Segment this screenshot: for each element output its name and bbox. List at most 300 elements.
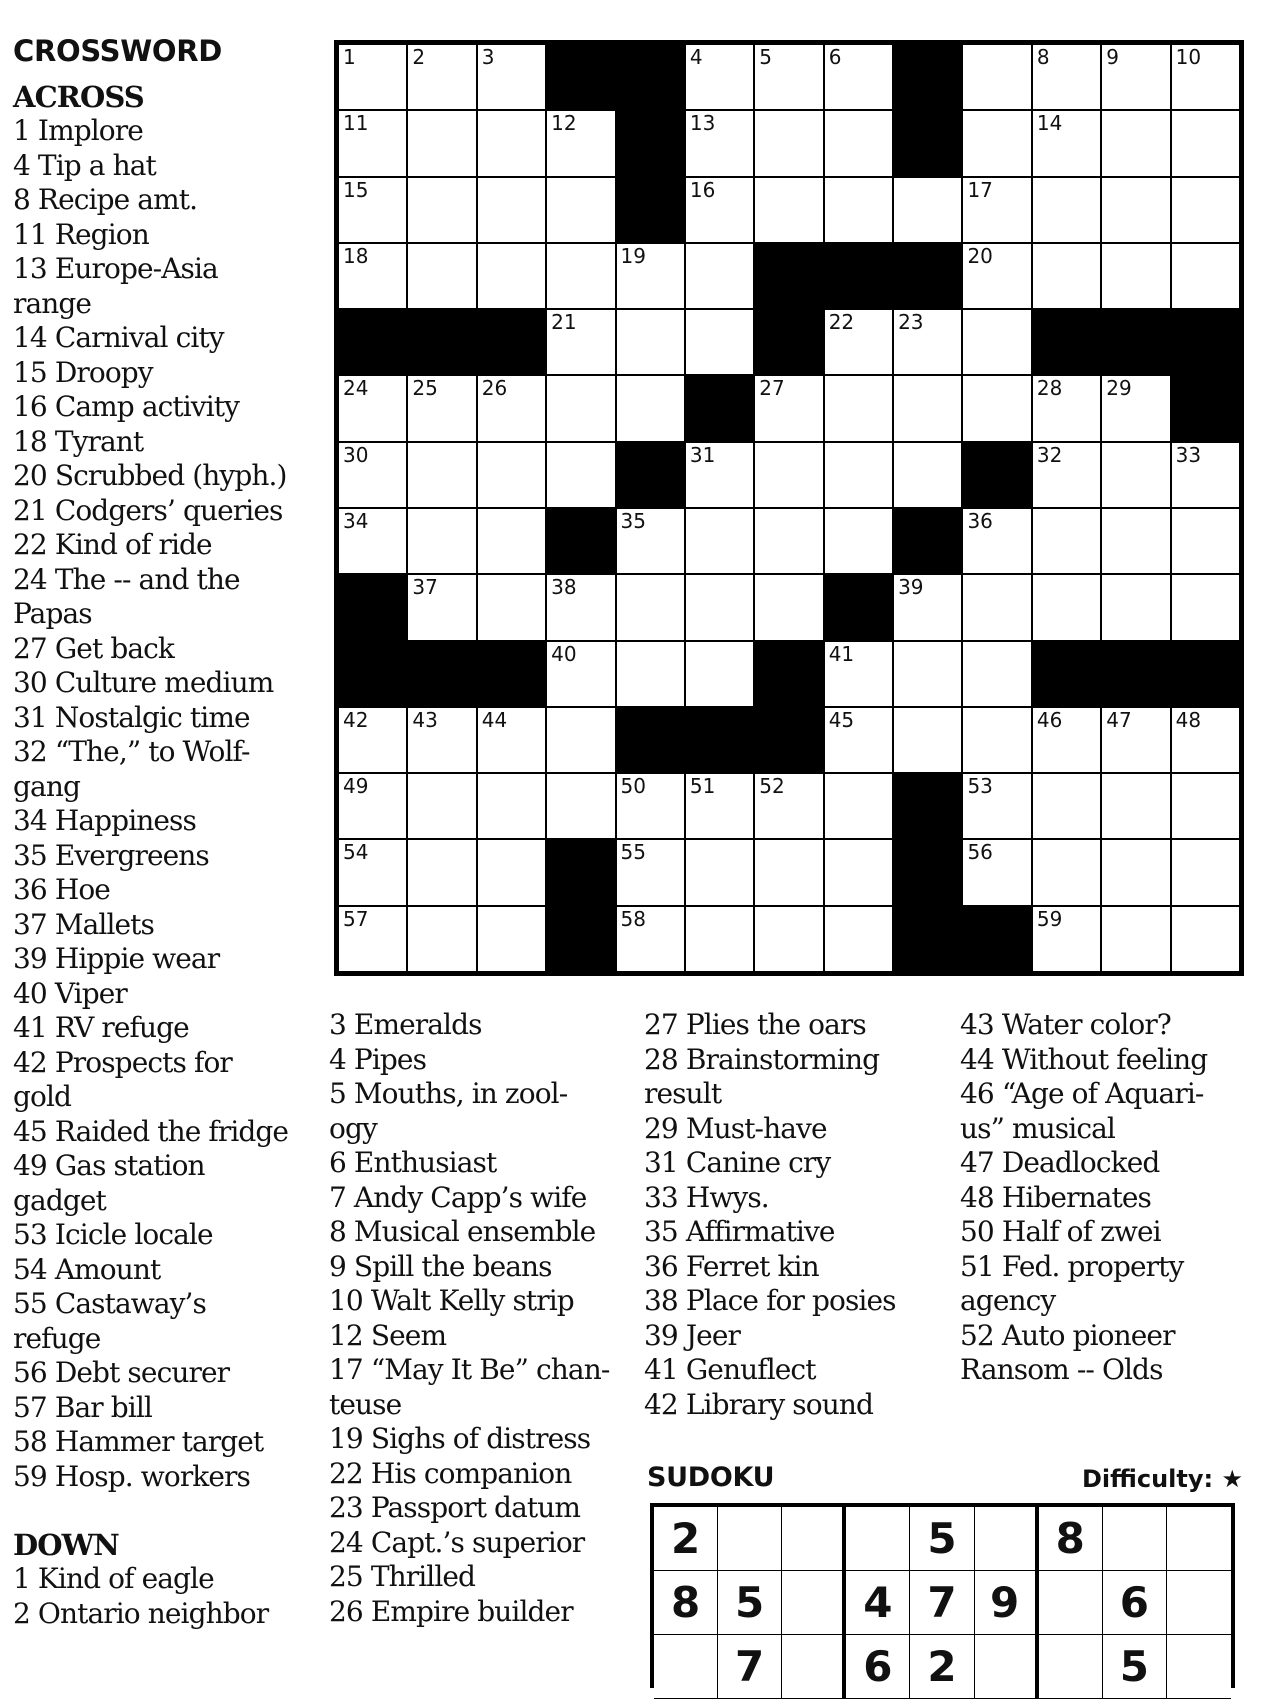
- clue-number: 49: [343, 774, 369, 799]
- grid-square[interactable]: [686, 244, 753, 308]
- clue-item: 29 Must-have: [644, 1111, 827, 1145]
- grid-square[interactable]: [686, 45, 753, 109]
- sudoku-cell[interactable]: [1039, 1635, 1103, 1699]
- clue-number: 32: [1036, 442, 1063, 467]
- grid-square[interactable]: [408, 45, 475, 109]
- grid-square[interactable]: [755, 376, 822, 440]
- sudoku-cell[interactable]: [718, 1507, 782, 1571]
- grid-square[interactable]: [825, 907, 892, 971]
- clue-number: 2: [412, 45, 426, 69]
- clue-item: 22 His companion: [329, 1456, 572, 1490]
- grid-square[interactable]: [1102, 774, 1169, 838]
- sudoku-cell: 5: [1103, 1635, 1167, 1699]
- clue-number: 25: [412, 376, 438, 401]
- grid-square[interactable]: [478, 774, 545, 838]
- grid-square[interactable]: [1172, 907, 1239, 971]
- grid-square[interactable]: [825, 310, 892, 374]
- sudoku-cell: 2: [910, 1635, 974, 1699]
- down-clues-column-4: [960, 1008, 1260, 1388]
- clue-item: 55 Castaway’s refuge: [13, 1287, 207, 1355]
- clue-number: 43: [412, 707, 438, 732]
- grid-square[interactable]: [1172, 575, 1239, 639]
- down-clues-column-2: [329, 1008, 629, 1629]
- clue-item: 9 Spill the beans: [329, 1249, 552, 1283]
- grid-square[interactable]: [1102, 840, 1169, 904]
- grid-square[interactable]: [825, 111, 892, 175]
- sudoku-cell[interactable]: [1167, 1507, 1231, 1571]
- sudoku-cell[interactable]: [782, 1507, 846, 1571]
- sudoku-title: SUDOKU: [647, 1462, 775, 1493]
- grid-square[interactable]: [1033, 244, 1100, 308]
- clue-number: 4: [689, 45, 703, 69]
- sudoku-cell[interactable]: [782, 1635, 846, 1699]
- grid-square[interactable]: [339, 376, 406, 440]
- grid-square[interactable]: [478, 376, 545, 440]
- black-square: [339, 310, 406, 374]
- clue-number: 28: [1036, 376, 1063, 401]
- clue-item: 5 Mouths, in zool- ogy: [329, 1077, 568, 1145]
- clue-number: 57: [343, 906, 369, 931]
- grid-square[interactable]: [339, 443, 406, 507]
- black-square: [617, 45, 684, 109]
- clue-item: 19 Sighs of distress: [329, 1422, 591, 1455]
- sudoku-cell[interactable]: [846, 1507, 910, 1571]
- grid-square[interactable]: [478, 178, 545, 242]
- sudoku-cell[interactable]: [782, 1571, 846, 1635]
- clue-number: 59: [1036, 906, 1063, 931]
- grid-square[interactable]: [755, 111, 822, 175]
- grid-square[interactable]: [547, 178, 614, 242]
- clue-item: 1 Implore: [13, 114, 143, 147]
- grid-square[interactable]: [894, 708, 961, 772]
- grid-square[interactable]: [755, 443, 822, 507]
- clue-item: 35 Affirmative: [644, 1215, 835, 1248]
- clue-item: 31 Canine cry: [644, 1146, 831, 1179]
- grid-square[interactable]: [408, 111, 475, 175]
- grid-square[interactable]: [339, 708, 406, 772]
- clue-number: 33: [1175, 442, 1202, 467]
- grid-square[interactable]: [1102, 111, 1169, 175]
- sudoku-cell: 6: [1103, 1571, 1167, 1635]
- grid-square[interactable]: [1102, 708, 1169, 772]
- black-square: [547, 45, 614, 109]
- down-heading: DOWN: [13, 1528, 119, 1562]
- black-square: [894, 907, 961, 971]
- sudoku-cell[interactable]: [1167, 1635, 1231, 1699]
- black-square: [478, 642, 545, 706]
- clue-number: 38: [551, 575, 577, 600]
- clue-item: 18 Tyrant: [13, 424, 144, 458]
- black-square: [1172, 642, 1239, 706]
- grid-square[interactable]: [686, 774, 753, 838]
- grid-square[interactable]: [1033, 443, 1100, 507]
- black-square: [894, 244, 961, 308]
- grid-square[interactable]: [963, 642, 1030, 706]
- grid-square[interactable]: [963, 244, 1030, 308]
- grid-square[interactable]: [963, 840, 1030, 904]
- black-square: [617, 708, 684, 772]
- clue-item: 24 The -- and the Papas: [13, 562, 240, 630]
- grid-square[interactable]: [478, 840, 545, 904]
- grid-square[interactable]: [1172, 45, 1239, 109]
- black-square: [547, 907, 614, 971]
- grid-square[interactable]: [478, 45, 545, 109]
- grid-square[interactable]: [894, 575, 961, 639]
- clue-number: 56: [967, 840, 993, 865]
- sudoku-cell: 6: [846, 1635, 910, 1699]
- clue-item: 53 Icicle locale: [13, 1218, 213, 1251]
- clue-number: 6: [828, 45, 842, 69]
- clue-item: 15 Droopy: [13, 355, 153, 389]
- clue-item: 33 Hwys.: [644, 1180, 769, 1214]
- grid-square[interactable]: [617, 376, 684, 440]
- clue-item: 12 Seem: [329, 1318, 447, 1352]
- clue-number: 44: [481, 707, 508, 732]
- clue-number: 46: [1036, 707, 1063, 732]
- clue-item: 25 Thrilled: [329, 1560, 476, 1593]
- grid-square[interactable]: [825, 642, 892, 706]
- clue-number: 15: [343, 177, 369, 202]
- grid-square[interactable]: [408, 509, 475, 573]
- difficulty-label: Difficulty: ★: [1081, 1465, 1243, 1493]
- sudoku-cell[interactable]: [1103, 1507, 1167, 1571]
- grid-square[interactable]: [617, 509, 684, 573]
- grid-square[interactable]: [339, 111, 406, 175]
- grid-square[interactable]: [825, 774, 892, 838]
- grid-square[interactable]: [617, 840, 684, 904]
- clue-item: 46 “Age of Aquari- us” musical: [960, 1077, 1204, 1145]
- grid-square[interactable]: [547, 708, 614, 772]
- clue-number: 5: [759, 45, 773, 69]
- grid-square[interactable]: [478, 509, 545, 573]
- grid-square[interactable]: [1172, 111, 1239, 175]
- black-square: [825, 575, 892, 639]
- black-square: [963, 907, 1030, 971]
- clue-number: 51: [689, 774, 716, 799]
- black-square: [1102, 310, 1169, 374]
- clue-item: 36 Hoe: [13, 873, 110, 906]
- grid-square[interactable]: [1033, 178, 1100, 242]
- grid-square[interactable]: [1102, 509, 1169, 573]
- black-square: [755, 310, 822, 374]
- clue-item: 42 Prospects for gold: [13, 1045, 232, 1113]
- clue-number: 37: [412, 575, 438, 600]
- grid-square[interactable]: [547, 575, 614, 639]
- black-square: [894, 840, 961, 904]
- sudoku-cell: 5: [910, 1507, 974, 1571]
- sudoku-cell[interactable]: [975, 1635, 1039, 1699]
- grid-square[interactable]: [547, 443, 614, 507]
- grid-square[interactable]: [1172, 774, 1239, 838]
- grid-square[interactable]: [1102, 178, 1169, 242]
- clue-number: 12: [551, 111, 577, 136]
- grid-square[interactable]: [478, 575, 545, 639]
- grid-square[interactable]: [547, 774, 614, 838]
- sudoku-cell: 7: [910, 1571, 974, 1635]
- black-square: [755, 244, 822, 308]
- clue-number: 21: [551, 310, 577, 335]
- grid-square[interactable]: [408, 774, 475, 838]
- grid-square[interactable]: [825, 443, 892, 507]
- grid-square[interactable]: [1033, 840, 1100, 904]
- grid-square[interactable]: [408, 376, 475, 440]
- clue-item: 27 Get back: [13, 631, 174, 665]
- grid-square[interactable]: [1172, 178, 1239, 242]
- grid-square[interactable]: [894, 642, 961, 706]
- grid-square[interactable]: [547, 111, 614, 175]
- grid-square[interactable]: [408, 575, 475, 639]
- grid-square[interactable]: [686, 575, 753, 639]
- clue-number: 41: [828, 641, 855, 666]
- black-square: [755, 708, 822, 772]
- grid-square[interactable]: [1172, 840, 1239, 904]
- grid-square[interactable]: [894, 376, 961, 440]
- grid-square[interactable]: [1102, 376, 1169, 440]
- black-square: [894, 509, 961, 573]
- clue-item: 35 Evergreens: [13, 838, 209, 872]
- grid-square[interactable]: [408, 178, 475, 242]
- grid-square[interactable]: [686, 178, 753, 242]
- grid-square[interactable]: [894, 178, 961, 242]
- grid-square[interactable]: [755, 907, 822, 971]
- clue-item: 38 Place for posies: [644, 1284, 896, 1317]
- clue-number: 55: [620, 840, 646, 865]
- grid-square[interactable]: [339, 840, 406, 904]
- grid-square[interactable]: [825, 376, 892, 440]
- sudoku-cell[interactable]: [654, 1635, 718, 1699]
- grid-square[interactable]: [963, 111, 1030, 175]
- grid-square[interactable]: [686, 310, 753, 374]
- clue-number: 11: [343, 111, 369, 136]
- clue-number: 58: [620, 906, 646, 931]
- black-square: [1172, 310, 1239, 374]
- grid-square[interactable]: [547, 376, 614, 440]
- grid-square[interactable]: [963, 708, 1030, 772]
- grid-square[interactable]: [1033, 774, 1100, 838]
- grid-square[interactable]: [1033, 45, 1100, 109]
- black-square: [1033, 310, 1100, 374]
- clue-number: 35: [620, 508, 646, 533]
- clue-number: 52: [759, 774, 785, 799]
- clue-item: 7 Andy Capp’s wife: [329, 1180, 587, 1214]
- grid-square[interactable]: [408, 840, 475, 904]
- grid-square[interactable]: [339, 774, 406, 838]
- grid-square[interactable]: [1172, 443, 1239, 507]
- grid-square[interactable]: [825, 840, 892, 904]
- sudoku-cell[interactable]: [1039, 1571, 1103, 1635]
- clue-item: 13 Europe-Asia range: [13, 252, 218, 320]
- black-square: [617, 178, 684, 242]
- grid-square[interactable]: [825, 509, 892, 573]
- across-clues-column: [13, 80, 313, 1631]
- grid-square[interactable]: [617, 907, 684, 971]
- grid-square[interactable]: [755, 575, 822, 639]
- clue-number: 16: [689, 177, 716, 202]
- grid-square[interactable]: [755, 840, 822, 904]
- grid-square[interactable]: [408, 907, 475, 971]
- grid-square[interactable]: [617, 575, 684, 639]
- grid-square[interactable]: [547, 310, 614, 374]
- clue-number: 9: [1106, 45, 1119, 69]
- grid-square[interactable]: [478, 244, 545, 308]
- grid-square[interactable]: [478, 907, 545, 971]
- clue-item: 31 Nostalgic time: [13, 700, 250, 734]
- grid-square[interactable]: [339, 509, 406, 573]
- clue-number: 50: [620, 774, 646, 799]
- grid-square[interactable]: [478, 708, 545, 772]
- clue-item: 36 Ferret kin: [644, 1249, 819, 1283]
- black-square: [1033, 642, 1100, 706]
- clue-number: 34: [343, 508, 369, 533]
- clue-item: 3 Emeralds: [329, 1008, 482, 1041]
- grid-square[interactable]: [963, 509, 1030, 573]
- grid-square[interactable]: [408, 443, 475, 507]
- black-square: [894, 111, 961, 175]
- grid-square[interactable]: [755, 774, 822, 838]
- grid-square[interactable]: [478, 111, 545, 175]
- crossword-title: CROSSWORD: [13, 34, 223, 68]
- clue-item: 28 Brainstorming result: [644, 1042, 880, 1110]
- clue-item: 23 Passport datum: [329, 1491, 581, 1524]
- black-square: [339, 642, 406, 706]
- grid-square[interactable]: [617, 310, 684, 374]
- grid-square[interactable]: [1102, 443, 1169, 507]
- black-square: [1102, 642, 1169, 706]
- grid-square[interactable]: [1033, 575, 1100, 639]
- grid-square[interactable]: [339, 178, 406, 242]
- grid-square[interactable]: [1033, 111, 1100, 175]
- grid-square[interactable]: [686, 840, 753, 904]
- grid-square[interactable]: [1102, 45, 1169, 109]
- grid-square[interactable]: [825, 708, 892, 772]
- clue-number: 30: [343, 442, 369, 467]
- grid-square[interactable]: [686, 907, 753, 971]
- down-clues-column-3: [644, 1008, 944, 1422]
- clue-item: 8 Musical ensemble: [329, 1215, 596, 1248]
- sudoku-cell: 8: [654, 1571, 718, 1635]
- clue-number: 17: [967, 177, 993, 202]
- grid-square[interactable]: [617, 774, 684, 838]
- clue-item: 47 Deadlocked: [960, 1146, 1160, 1179]
- clue-item: 21 Codgers’ queries: [13, 493, 283, 527]
- grid-square[interactable]: [339, 907, 406, 971]
- clue-item: 42 Library sound: [644, 1387, 874, 1421]
- crossword-grid: [334, 40, 1244, 976]
- grid-square[interactable]: [617, 244, 684, 308]
- black-square: [617, 111, 684, 175]
- clue-item: 22 Kind of ride: [13, 528, 212, 561]
- clue-item: 45 Raided the fridge: [13, 1114, 289, 1148]
- clue-number: 48: [1175, 707, 1202, 732]
- grid-square[interactable]: [408, 244, 475, 308]
- grid-square[interactable]: [686, 111, 753, 175]
- grid-square[interactable]: [339, 45, 406, 109]
- clue-number: 10: [1175, 45, 1202, 69]
- grid-square[interactable]: [755, 178, 822, 242]
- clue-item: 59 Hosp. workers: [13, 1459, 250, 1493]
- clue-item: 39 Hippie wear: [13, 942, 220, 975]
- grid-square[interactable]: [963, 774, 1030, 838]
- clue-item: 51 Fed. property agency: [960, 1249, 1184, 1317]
- clue-item: 11 Region: [13, 217, 149, 251]
- clue-item: 43 Water color?: [960, 1008, 1171, 1041]
- grid-square[interactable]: [1172, 244, 1239, 308]
- clue-item: 49 Gas station gadget: [13, 1149, 205, 1217]
- grid-square[interactable]: [617, 642, 684, 706]
- clue-number: 19: [620, 243, 646, 268]
- grid-square[interactable]: [963, 45, 1030, 109]
- clue-item: 57 Bar bill: [13, 1390, 152, 1424]
- sudoku-cell: 5: [718, 1571, 782, 1635]
- grid-square[interactable]: [1102, 575, 1169, 639]
- black-square: [1172, 376, 1239, 440]
- sudoku-cell: 7: [718, 1635, 782, 1699]
- clue-number: 54: [343, 840, 369, 865]
- grid-square[interactable]: [963, 178, 1030, 242]
- grid-square[interactable]: [825, 178, 892, 242]
- black-square: [894, 45, 961, 109]
- grid-square[interactable]: [755, 509, 822, 573]
- clue-item: 14 Carnival city: [13, 321, 224, 354]
- grid-square[interactable]: [686, 509, 753, 573]
- grid-square[interactable]: [1172, 708, 1239, 772]
- sudoku-cell: 4: [846, 1571, 910, 1635]
- clue-item: 20 Scrubbed (hyph.): [13, 459, 287, 492]
- grid-square[interactable]: [1033, 708, 1100, 772]
- clue-item: 41 RV refuge: [13, 1011, 189, 1044]
- grid-square[interactable]: [1033, 376, 1100, 440]
- grid-square[interactable]: [1102, 907, 1169, 971]
- clue-number: 36: [967, 508, 993, 533]
- clue-number: 26: [481, 376, 508, 401]
- grid-square[interactable]: [894, 310, 961, 374]
- clue-number: 14: [1036, 111, 1063, 136]
- grid-square[interactable]: [825, 45, 892, 109]
- grid-square[interactable]: [755, 45, 822, 109]
- black-square: [686, 708, 753, 772]
- grid-square[interactable]: [1033, 509, 1100, 573]
- grid-square[interactable]: [1172, 509, 1239, 573]
- clue-number: 22: [828, 310, 855, 335]
- grid-square[interactable]: [686, 443, 753, 507]
- clue-item: 1 Kind of eagle: [13, 1562, 214, 1595]
- grid-square[interactable]: [1033, 907, 1100, 971]
- sudoku-cell[interactable]: [975, 1507, 1039, 1571]
- grid-square[interactable]: [894, 443, 961, 507]
- black-square: [478, 310, 545, 374]
- clue-number: 47: [1106, 707, 1132, 732]
- clue-item: 27 Plies the oars: [644, 1008, 866, 1041]
- sudoku-cell: 8: [1039, 1507, 1103, 1571]
- grid-square[interactable]: [963, 575, 1030, 639]
- grid-square[interactable]: [547, 244, 614, 308]
- clue-number: 24: [343, 376, 369, 401]
- grid-square[interactable]: [408, 708, 475, 772]
- clue-number: 53: [967, 774, 993, 799]
- grid-square[interactable]: [1102, 244, 1169, 308]
- grid-square[interactable]: [686, 642, 753, 706]
- clue-number: 29: [1106, 376, 1132, 401]
- grid-square[interactable]: [478, 443, 545, 507]
- sudoku-cell[interactable]: [1167, 1571, 1231, 1635]
- sudoku-grid: [650, 1503, 1235, 1691]
- grid-square[interactable]: [963, 376, 1030, 440]
- clue-item: 48 Hibernates: [960, 1180, 1151, 1214]
- grid-square[interactable]: [963, 310, 1030, 374]
- clue-item: 39 Jeer: [644, 1318, 740, 1352]
- grid-square[interactable]: [547, 642, 614, 706]
- grid-square[interactable]: [339, 244, 406, 308]
